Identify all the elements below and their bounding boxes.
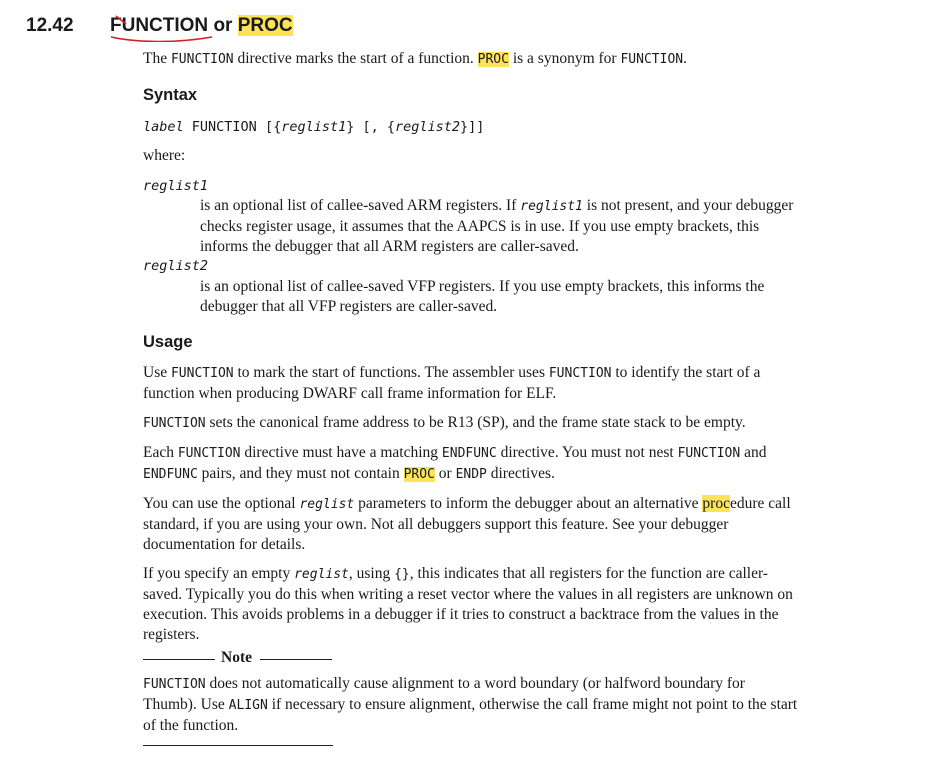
note-body: FUNCTION does not automatically cause alignment to a word boundary (or halfword boundary for Thumb). Use ALIGN if necessary to ensure alignment, otherwise the call frame might not point to the start of the function.	[143, 675, 798, 734]
usage-paragraph-5: If you specify an empty reglist, using {}, this indicates that all registers for the function are caller- saved. Typically you do this when writing a reset vector where the values in all registers are unknown on execution. This avoids problems in a debugger if it tries to construct a backtrace from the values in the registers.	[143, 565, 793, 643]
where-text: where:	[143, 147, 186, 164]
syntax-line: label FUNCTION [{reglist1} [, {reglist2}]]	[143, 119, 485, 135]
title-proc: PROC	[237, 15, 293, 36]
term-reglist1: reglist1	[143, 178, 209, 194]
usage-paragraph-2: FUNCTION sets the canonical frame address to be R13 (SP), and the frame state stack to be empty.	[143, 414, 746, 431]
note-rule-right	[260, 659, 332, 660]
section-number: 12.42	[26, 15, 74, 36]
red-underline-annotation	[108, 10, 218, 42]
syntax-heading: Syntax	[143, 86, 198, 104]
term-reglist2: reglist2	[143, 258, 209, 274]
note-rule-left	[143, 659, 215, 660]
note-rule-bottom	[143, 745, 333, 746]
usage-paragraph-3: Each FUNCTION directive must have a matching ENDFUNC directive. You must not nest FUNCTION and ENDFUNC pairs, and they must not contain PROC or ENDP directives.	[143, 444, 767, 482]
def-reglist1: is an optional list of callee-saved ARM registers. If reglist1 is not present, and your debugger checks register usage, it assumes that the AAPCS is in use. If you use empty brackets, this informs the debugger that all ARM registers are caller-saved.	[200, 197, 794, 255]
usage-paragraph-4: You can use the optional reglist parameters to inform the debugger about an alternative procedure call standard, if you are using your own. Not all debuggers support this feature. See your debugger documentation for details.	[143, 495, 791, 553]
title-or: or	[213, 15, 233, 36]
title-function: FUNCTION	[110, 15, 209, 36]
intro-paragraph: The FUNCTION directive marks the start of a function. PROC is a synonym for FUNCTION.	[143, 50, 687, 67]
usage-paragraph-1: Use FUNCTION to mark the start of functions. The assembler uses FUNCTION to identify the start of a function when producing DWARF call frame information for ELF.	[143, 364, 761, 402]
note-label: Note	[221, 649, 252, 666]
usage-heading: Usage	[143, 333, 193, 351]
def-reglist2: is an optional list of callee-saved VFP registers. If you use empty brackets, this informs the debugger that all VFP registers are caller-saved.	[200, 278, 765, 315]
